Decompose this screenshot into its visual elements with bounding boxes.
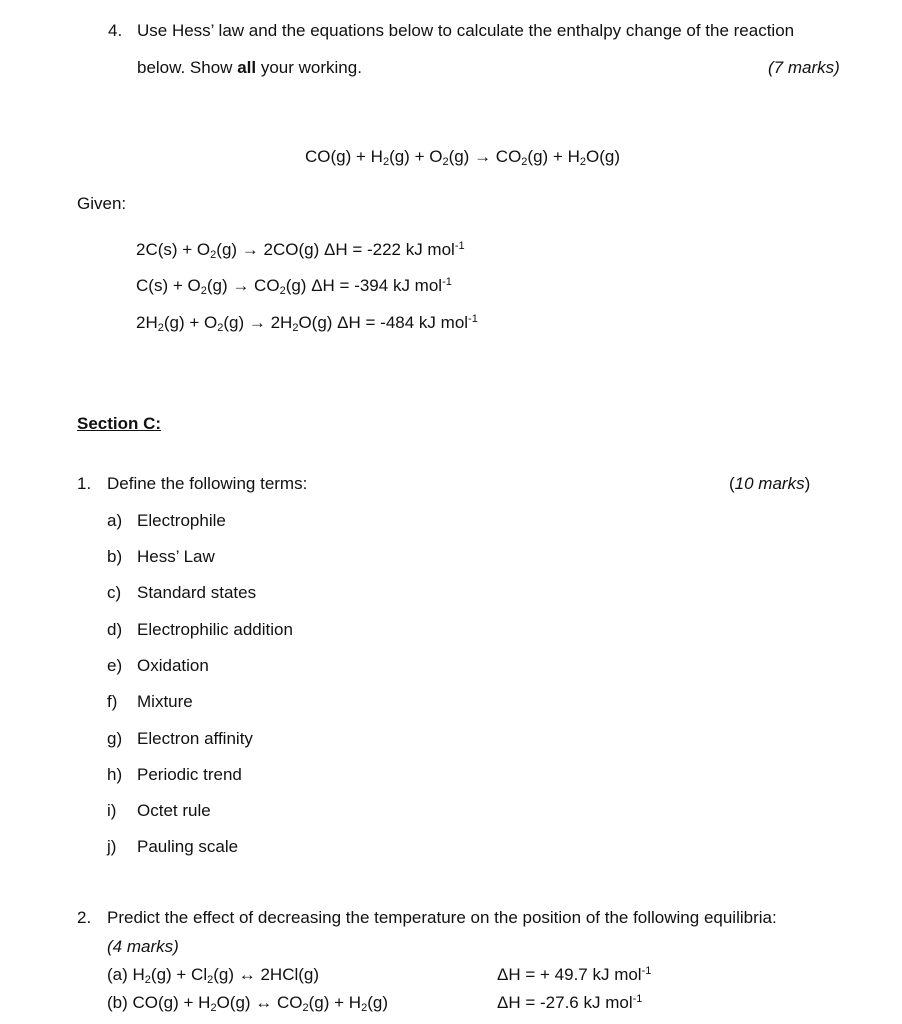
term-item: b) Hess’ Law [107,547,215,566]
term-item: a) Electrophile [107,511,226,530]
term-item: g) Electron affinity [107,729,253,748]
equilibrium-b-enthalpy: ΔH = -27.6 kJ mol$^{-1}$ [497,993,643,1012]
q1-prompt: Define the following terms: [107,474,308,493]
q4-marks: (7 marks) [768,58,840,77]
q4-number: 4. [108,21,123,40]
given-label: Given: [77,194,127,213]
q2-prompt: Predict the effect of decreasing the temperature on the position of the following equilibria: [107,908,777,927]
section-c-heading: Section C: [77,414,162,433]
equilibrium-a-enthalpy: ΔH = + 49.7 kJ mol$^{-1}$ [497,965,652,984]
equilibrium-b: (b) $CO(g) + H_2O(g)$ ↔ $CO_2(g) + H_2(g)$ [107,993,388,1014]
reaction-arrow: → [474,147,492,166]
q4-prompt-line1: Use Hess’ law and the equations below to calculate the enthalpy change of the reaction [137,21,795,40]
target-equation: $CO(g) + H_2(g) + O_2(g) \to CO_2(g) + H_2O(g)$ [305,147,620,168]
given-equation: $C(s) + O_2(g) \to CO_2(g) \Delta H = -394$ kJ mol$^{-1}$ [136,276,452,297]
given-equation: $2C(s) + O_2(g) \to 2CO(g) \Delta H = -222$ kJ mol$^{-1}$ [136,240,465,261]
term-item: e) Oxidation [107,656,209,675]
term-item: j) Pauling scale [107,837,239,856]
term-item: f) Mixture [107,692,193,711]
term-item: i) Octet rule [107,801,211,820]
q4-prompt-line2: below. Show all your working. [137,58,362,77]
q2-marks: (4 marks) [107,937,179,956]
term-item: h) Periodic trend [107,765,242,784]
term-item: c) Standard states [107,583,257,602]
given-equation: $2H_2(g) + O_2(g) \to 2H_2O(g) \Delta H = -484$ kJ mol$^{-1}$ [136,313,478,334]
term-item: d) Electrophilic addition [107,620,293,639]
equilibrium-a: (a) $H_2(g) + Cl_2(g)$ ↔ 2HCl(g) [107,965,320,986]
q1-number: 1. [77,474,92,493]
q1-marks: (10 marks) [729,474,811,493]
q2-number: 2. [77,908,92,927]
